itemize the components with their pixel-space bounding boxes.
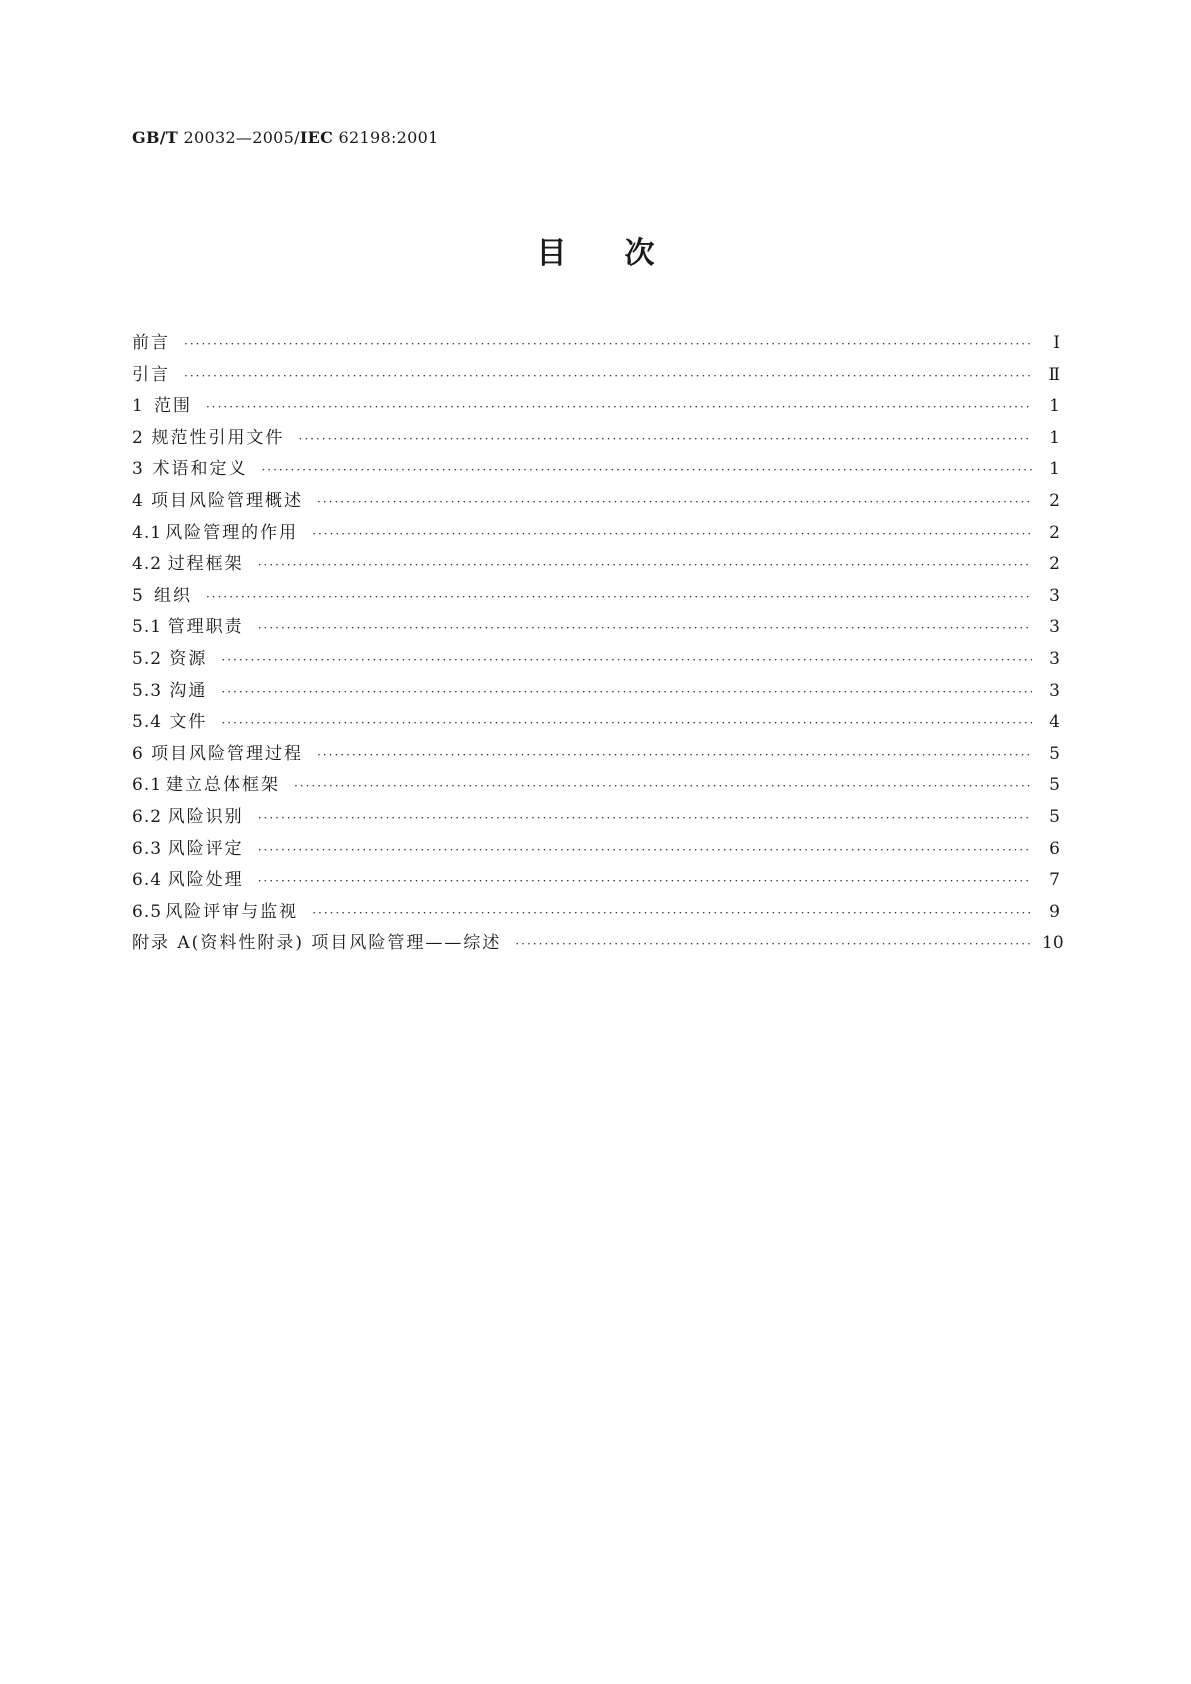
toc-entry[interactable]	[132, 360, 1060, 392]
toc-dot-leader	[221, 653, 1032, 667]
toc-entry[interactable]	[132, 865, 1060, 897]
toc-dot-leader	[258, 811, 1032, 825]
toc-entry-label: 术语和定义	[152, 459, 248, 480]
toc-entry-page-number: 3	[1049, 617, 1060, 638]
toc-entry-page-number: Ⅱ	[1048, 364, 1060, 385]
toc-entry-label: 资源	[169, 648, 208, 669]
toc-entry-label: 风险评审与监视	[165, 901, 299, 922]
toc-dot-leader	[294, 779, 1032, 793]
toc-entry-number: 6.5	[132, 901, 163, 922]
toc-entry[interactable]	[132, 834, 1060, 866]
toc-entry-page-number: 1	[1049, 459, 1060, 480]
toc-entry[interactable]	[132, 612, 1060, 644]
toc-dot-leader	[184, 337, 1032, 351]
toc-entry-page-number: 3	[1049, 648, 1060, 669]
toc-entry-page-number: 7	[1049, 870, 1060, 891]
toc-entry-page-number: 3	[1049, 585, 1060, 606]
toc-dot-leader	[312, 906, 1032, 920]
toc-entry[interactable]	[132, 581, 1060, 613]
standard-prefix: GB/T	[132, 128, 179, 147]
toc-entry-label: 过程框架	[167, 554, 244, 575]
toc-entry-number: 5.1	[132, 617, 163, 638]
toc-dot-leader	[299, 432, 1033, 446]
toc-entry-label: 文件	[169, 712, 208, 733]
toc-entry-label: 引言	[132, 364, 170, 385]
toc-entry[interactable]	[132, 928, 1064, 960]
toc-entry-number: 4.2	[132, 554, 163, 575]
toc-entry-number: 3	[132, 459, 144, 480]
toc-entry-label: 前言	[132, 333, 170, 353]
table-of-contents	[132, 328, 1064, 960]
toc-entry-page-number: 1	[1049, 396, 1060, 417]
toc-entry[interactable]	[132, 770, 1060, 802]
toc-entry-number: 2	[132, 427, 144, 448]
toc-dot-leader	[221, 716, 1032, 730]
toc-dot-leader	[258, 874, 1032, 888]
iec-number: 62198:2001	[333, 128, 439, 147]
toc-entry-number: 5.4	[132, 712, 163, 733]
toc-entry-number: 6	[132, 743, 144, 764]
toc-entry-label: 管理职责	[167, 617, 244, 638]
toc-entry-page-number: 5	[1049, 743, 1060, 764]
toc-entry[interactable]	[132, 897, 1060, 929]
toc-entry[interactable]	[132, 328, 1060, 360]
toc-entry-page-number: 3	[1049, 680, 1060, 701]
toc-entry-label: 沟通	[169, 680, 208, 701]
toc-dot-leader	[258, 843, 1032, 857]
iec-prefix: IEC	[299, 128, 334, 147]
toc-entry-page-number: 6	[1049, 838, 1060, 859]
toc-entry-page-number: 5	[1049, 775, 1060, 796]
toc-entry-number: 6.3	[132, 838, 163, 859]
toc-entry-number: 5.2	[132, 648, 163, 669]
toc-entry[interactable]	[132, 739, 1060, 771]
toc-entry-number: 1	[132, 396, 144, 417]
toc-entry-page-number: 4	[1049, 712, 1060, 733]
toc-dot-leader	[515, 937, 1032, 951]
toc-entry-page-number: Ⅰ	[1053, 333, 1060, 353]
page-title: 目次	[536, 236, 713, 271]
toc-entry-page-number: 1	[1049, 427, 1060, 448]
standard-number: 20032—2005/	[178, 128, 300, 147]
toc-entry-page-number: 10	[1042, 933, 1064, 954]
toc-entry-number: 4.1	[132, 522, 163, 543]
standard-code-header	[132, 128, 439, 147]
toc-entry-label: 风险识别	[167, 806, 244, 827]
toc-entry[interactable]	[132, 707, 1060, 739]
toc-entry-label: 风险处理	[167, 870, 244, 891]
toc-entry-label: 附录 A(资料性附录) 项目风险管理——综述	[132, 933, 502, 954]
toc-entry-label: 建立总体框架	[166, 775, 281, 796]
toc-entry-page-number: 2	[1049, 554, 1060, 575]
toc-entry[interactable]	[132, 423, 1060, 455]
toc-dot-leader	[184, 369, 1032, 383]
toc-entry-page-number: 9	[1049, 901, 1060, 922]
toc-entry-label: 范围	[153, 396, 192, 417]
toc-entry-number: 5.3	[132, 680, 163, 701]
toc-entry[interactable]	[132, 549, 1060, 581]
toc-dot-leader	[317, 748, 1032, 762]
toc-entry-label: 项目风险管理过程	[151, 743, 304, 764]
toc-dot-leader	[312, 527, 1032, 541]
toc-entry[interactable]	[132, 454, 1060, 486]
toc-entry-number: 4	[132, 490, 144, 511]
toc-entry[interactable]	[132, 802, 1060, 834]
toc-entry[interactable]	[132, 391, 1060, 423]
toc-dot-leader	[258, 621, 1032, 635]
toc-entry-number: 5	[132, 585, 144, 606]
toc-entry-label: 组织	[153, 585, 192, 606]
toc-entry-label: 风险评定	[167, 838, 244, 859]
toc-dot-leader	[261, 463, 1032, 477]
toc-entry-label: 项目风险管理概述	[151, 490, 304, 511]
toc-entry-label: 风险管理的作用	[165, 522, 299, 543]
toc-dot-leader	[206, 400, 1032, 414]
toc-entry-page-number: 2	[1049, 490, 1060, 511]
toc-entry-number: 6.1	[132, 775, 163, 796]
toc-dot-leader	[221, 685, 1032, 699]
toc-entry[interactable]	[132, 486, 1060, 518]
toc-dot-leader	[258, 558, 1032, 572]
toc-entry[interactable]	[132, 676, 1060, 708]
toc-entry-number: 6.2	[132, 806, 163, 827]
toc-dot-leader	[206, 590, 1032, 604]
toc-entry-page-number: 5	[1049, 806, 1060, 827]
toc-entry[interactable]	[132, 644, 1060, 676]
toc-dot-leader	[317, 495, 1032, 509]
toc-entry-number: 6.4	[132, 870, 163, 891]
toc-entry-label: 规范性引用文件	[151, 427, 285, 448]
toc-entry[interactable]	[132, 518, 1060, 550]
toc-entry-page-number: 2	[1049, 522, 1060, 543]
